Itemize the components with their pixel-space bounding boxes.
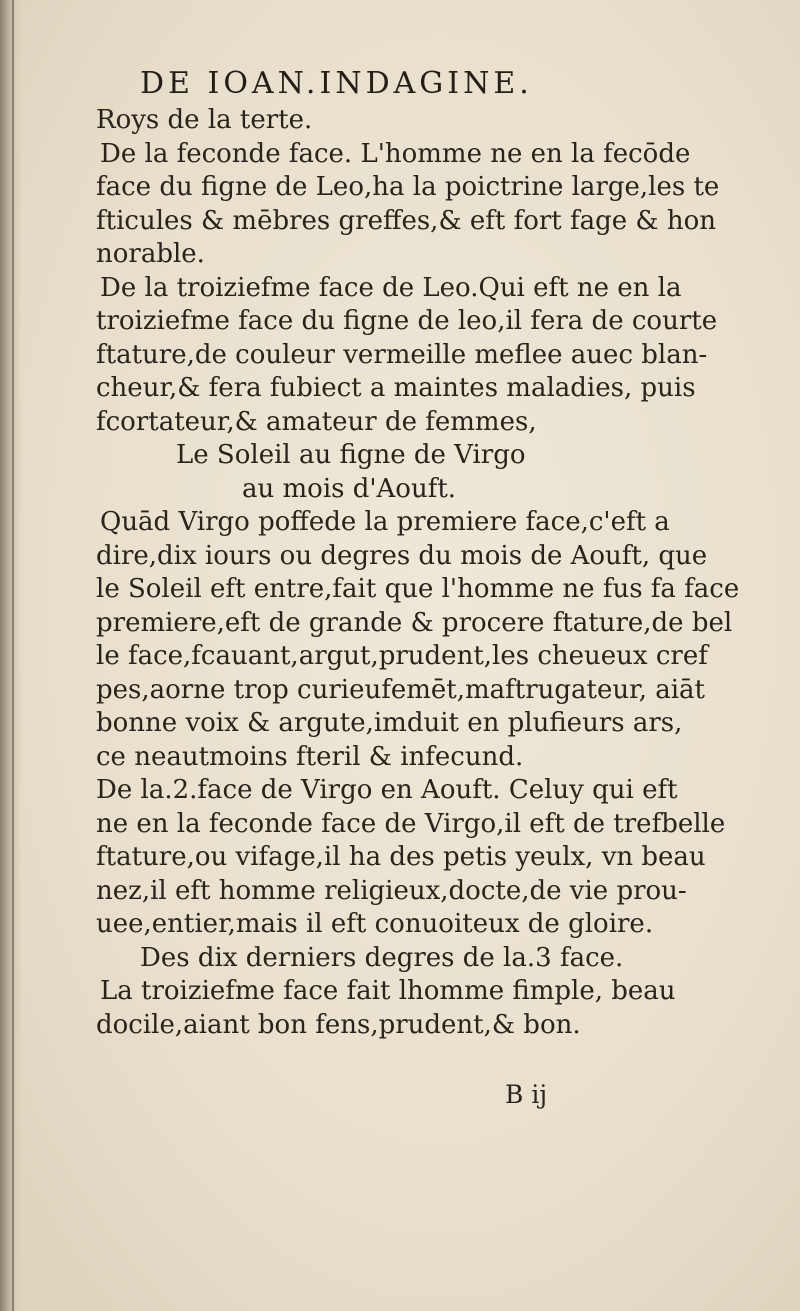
text-line: ftature,ou vifage,il ha des petis yeulx, vn beau bbox=[96, 842, 706, 872]
text-line: pes,aorne trop curieufemēt,maftrugateur, aiāt bbox=[96, 674, 705, 705]
text-line: Roys de la terte. bbox=[96, 105, 313, 135]
text-line: ce neautmoins fteril & infecund. bbox=[96, 741, 524, 772]
section-heading: Des dix derniers degres de la.3 face. bbox=[140, 942, 624, 973]
text-line: bonne voix & argute,imduit en plufieurs ars, bbox=[96, 708, 683, 738]
text-line: De la.2.face de Virgo en Aouft. Celuy qui eft bbox=[96, 775, 678, 805]
section-heading: au mois d'Aouft. bbox=[242, 473, 457, 504]
text-line: cheur,& fera fubiect a maintes maladies, puis bbox=[96, 373, 696, 403]
text-line: le face,fcauant,argut,prudent,les cheueux cref bbox=[96, 641, 708, 671]
text-line: premiere,eft de grande & procere ftature,de bel bbox=[96, 607, 733, 638]
section-heading: Le Soleil au figne de Virgo bbox=[176, 440, 526, 470]
text-line: Quād Virgo poffede la premiere face,c'eft a bbox=[100, 507, 670, 537]
text-line: docile,aiant bon fens,prudent,& bon. bbox=[96, 1009, 581, 1040]
running-header: DE IOAN.INDAGINE. bbox=[140, 66, 533, 101]
signature-mark: B ij bbox=[505, 1080, 548, 1109]
text-line: De la feconde face. L'homme ne en la fecōde bbox=[100, 138, 691, 169]
body-text bbox=[96, 104, 740, 1042]
text-line: fcortateur,& amateur de femmes, bbox=[96, 406, 537, 437]
text-line: De la troiziefme face de Leo.Qui eft ne en la bbox=[100, 272, 682, 303]
book-spine-shadow bbox=[0, 0, 22, 1311]
text-line: fticules & mēbres greffes,& eft fort fage & hon bbox=[96, 205, 716, 236]
text-line: le Soleil eft entre,fait que l'homme ne fus fa face bbox=[96, 574, 740, 604]
text-line: troiziefme face du figne de leo,il fera de courte bbox=[96, 306, 718, 336]
text-line: uee,entier,mais il eft conuoiteux de gloire. bbox=[96, 909, 654, 939]
text-line: dire,dix iours ou degres du mois de Aouft, que bbox=[96, 540, 708, 571]
text-line: nez,il eft homme religieux,docte,de vie prou- bbox=[96, 875, 687, 906]
text-line: ne en la feconde face de Virgo,il eft de trefbelle bbox=[96, 808, 726, 839]
text-line: norable. bbox=[96, 239, 205, 269]
text-line: ftature,de couleur vermeille meflee auec blan- bbox=[96, 339, 708, 370]
text-line: face du figne de Leo,ha la poictrine large,les te bbox=[96, 172, 720, 202]
gutter-line bbox=[12, 0, 14, 1311]
text-line: La troiziefme face fait lhomme fimple, beau bbox=[100, 976, 676, 1006]
